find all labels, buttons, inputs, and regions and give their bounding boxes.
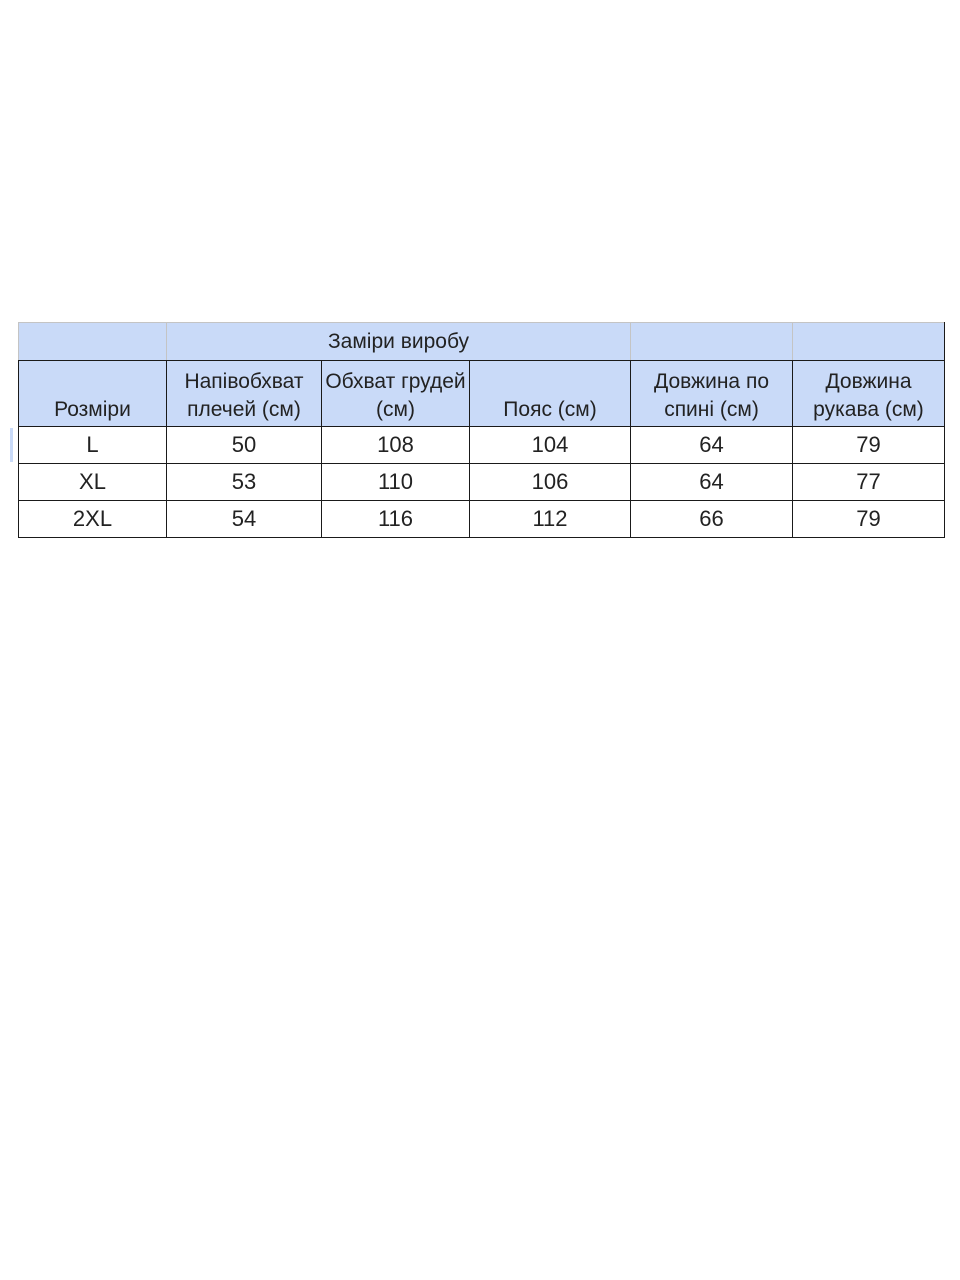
table-cell: 77 (793, 464, 945, 501)
table-cell: 79 (793, 427, 945, 464)
table-cell: 104 (470, 427, 631, 464)
table-cell: 64 (631, 427, 793, 464)
column-header-sleeve-length: Довжина рукава (см) (793, 361, 945, 427)
table-cell: 53 (167, 464, 322, 501)
column-header-shoulders: Напівобхват плечей (см) (167, 361, 322, 427)
size-cell: L (19, 427, 167, 464)
table-title: Заміри виробу (167, 323, 631, 361)
table-cell: 110 (322, 464, 470, 501)
title-row (19, 323, 945, 361)
table-cell: 54 (167, 501, 322, 538)
column-header-back-length: Довжина по спині (см) (631, 361, 793, 427)
size-cell: XL (19, 464, 167, 501)
selected-row-marker (10, 428, 13, 462)
table-cell: 64 (631, 464, 793, 501)
table-row (19, 464, 945, 501)
table-row (19, 501, 945, 538)
title-cell-empty (631, 323, 793, 361)
table-cell: 66 (631, 501, 793, 538)
column-header-waist: Пояс (см) (470, 361, 631, 427)
table-cell: 106 (470, 464, 631, 501)
size-cell: 2XL (19, 501, 167, 538)
title-cell-empty (793, 323, 945, 361)
column-header-chest: Обхват грудей (см) (322, 361, 470, 427)
table-cell: 50 (167, 427, 322, 464)
header-row (19, 361, 945, 427)
column-header-size: Розміри (19, 361, 167, 427)
table-cell: 112 (470, 501, 631, 538)
table-cell: 116 (322, 501, 470, 538)
table-cell: 79 (793, 501, 945, 538)
title-cell-empty (19, 323, 167, 361)
table-row (19, 427, 945, 464)
size-chart-table (18, 322, 945, 538)
table-cell: 108 (322, 427, 470, 464)
